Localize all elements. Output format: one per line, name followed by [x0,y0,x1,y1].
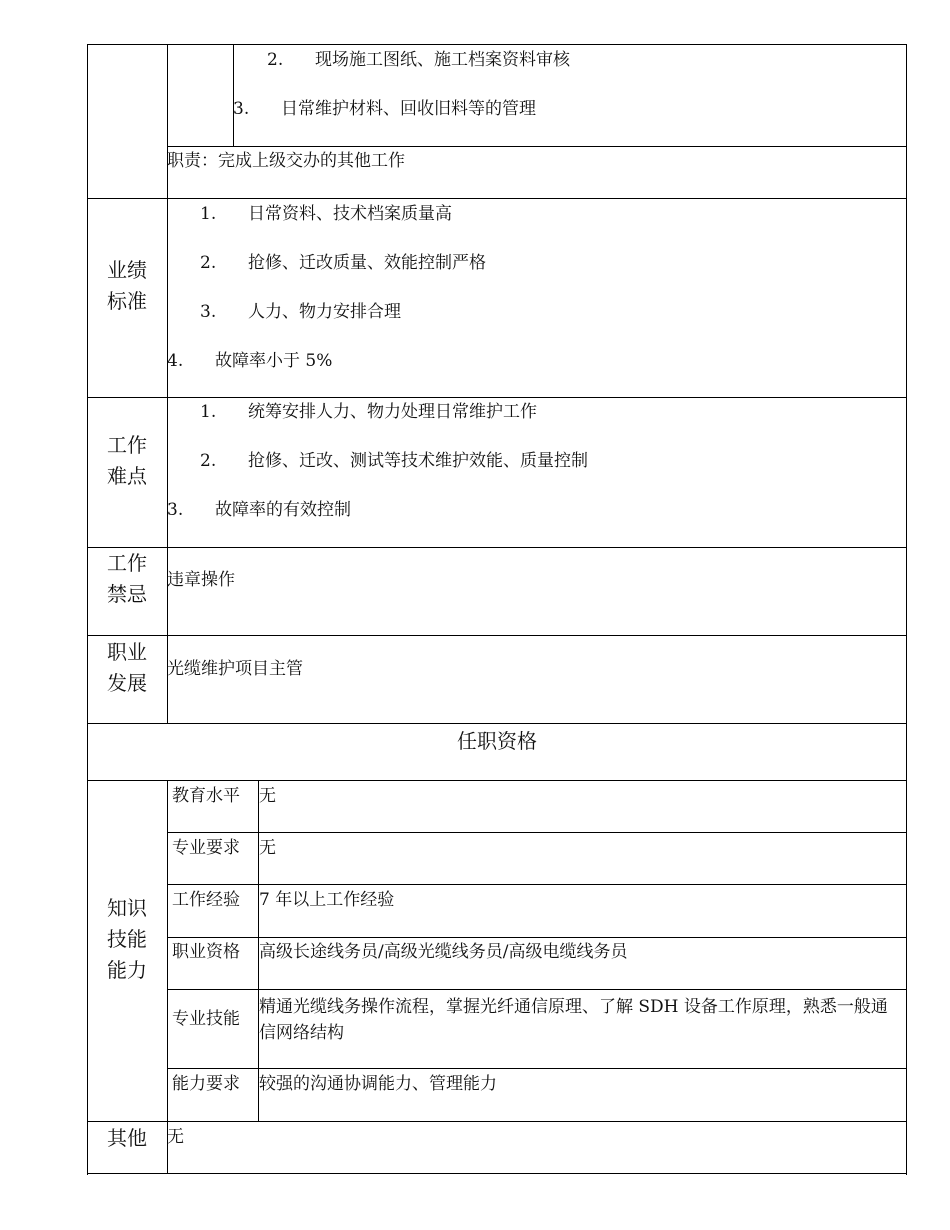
taboos-text: 违章操作 [167,570,235,590]
row-divider [167,989,907,990]
career-label: 职业 发展 [107,640,147,695]
table-border-top [87,44,907,45]
difficulties-label: 工作 难点 [107,433,147,488]
qualifications-title: 任职资格 [457,729,537,753]
row-divider [87,780,907,781]
row-divider [87,635,907,636]
row-divider [87,723,907,724]
qualification-value: 无 [259,786,276,806]
row-divider [87,547,907,548]
row-divider [167,1068,907,1069]
table-border-bottom [87,1173,907,1174]
difficulty-item: 1. 统筹安排人力、物力处理日常维护工作 [200,402,537,422]
qualification-value: 7 年以上工作经验 [259,890,395,910]
performance-label: 业绩 标准 [107,258,147,313]
qualification-key: 专业要求 [172,838,240,858]
qualification-key: 工作经验 [172,890,240,910]
inner-column-divider [233,44,234,147]
other-duty: 职责：完成上级交办的其他工作 [167,151,405,171]
table-border-right [906,44,907,1175]
performance-item: 2. 抢修、迁改质量、效能控制严格 [200,253,486,273]
others-label: 其他 [107,1126,147,1150]
qualification-value: 较强的沟通协调能力、管理能力 [259,1074,497,1094]
duty-item: 2. 现场施工图纸、施工档案资料审核 [267,50,570,70]
row-divider [87,198,907,199]
row-divider [87,1121,907,1122]
qualification-value: 精通光缆线务操作流程，掌握光纤通信原理、了解 SDH 设备工作原理，熟悉一般通信网络结构 [259,997,888,1043]
row-divider [167,937,907,938]
duty-item: 3. 日常维护材料、回收旧料等的管理 [233,99,536,119]
others-text: 无 [167,1127,184,1147]
qualification-key: 能力要求 [172,1074,240,1094]
performance-item: 4. 故障率小于 5% [167,351,333,371]
performance-item: 1. 日常资料、技术档案质量高 [200,204,452,224]
career-text: 光缆维护项目主管 [167,659,303,679]
qualification-key: 专业技能 [172,1009,240,1029]
row-divider [167,832,907,833]
row-divider [87,397,907,398]
job-description-table [87,44,907,1175]
taboos-label: 工作 禁忌 [107,551,147,606]
difficulty-item: 3. 故障率的有效控制 [167,500,351,520]
performance-item: 3. 人力、物力安排合理 [200,302,401,322]
qualification-value: 高级长途线务员/高级光缆线务员/高级电缆线务员 [259,942,628,962]
qualification-key: 教育水平 [172,786,240,806]
label-column-divider [167,780,168,1174]
qualifications-label: 知识 技能 能力 [107,896,147,982]
qualification-key: 职业资格 [172,942,240,962]
row-divider [167,884,907,885]
label-column-divider [167,44,168,724]
difficulty-item: 2. 抢修、迁改、测试等技术维护效能、质量控制 [200,451,588,471]
row-divider [167,146,907,147]
qualification-value: 无 [259,838,276,858]
